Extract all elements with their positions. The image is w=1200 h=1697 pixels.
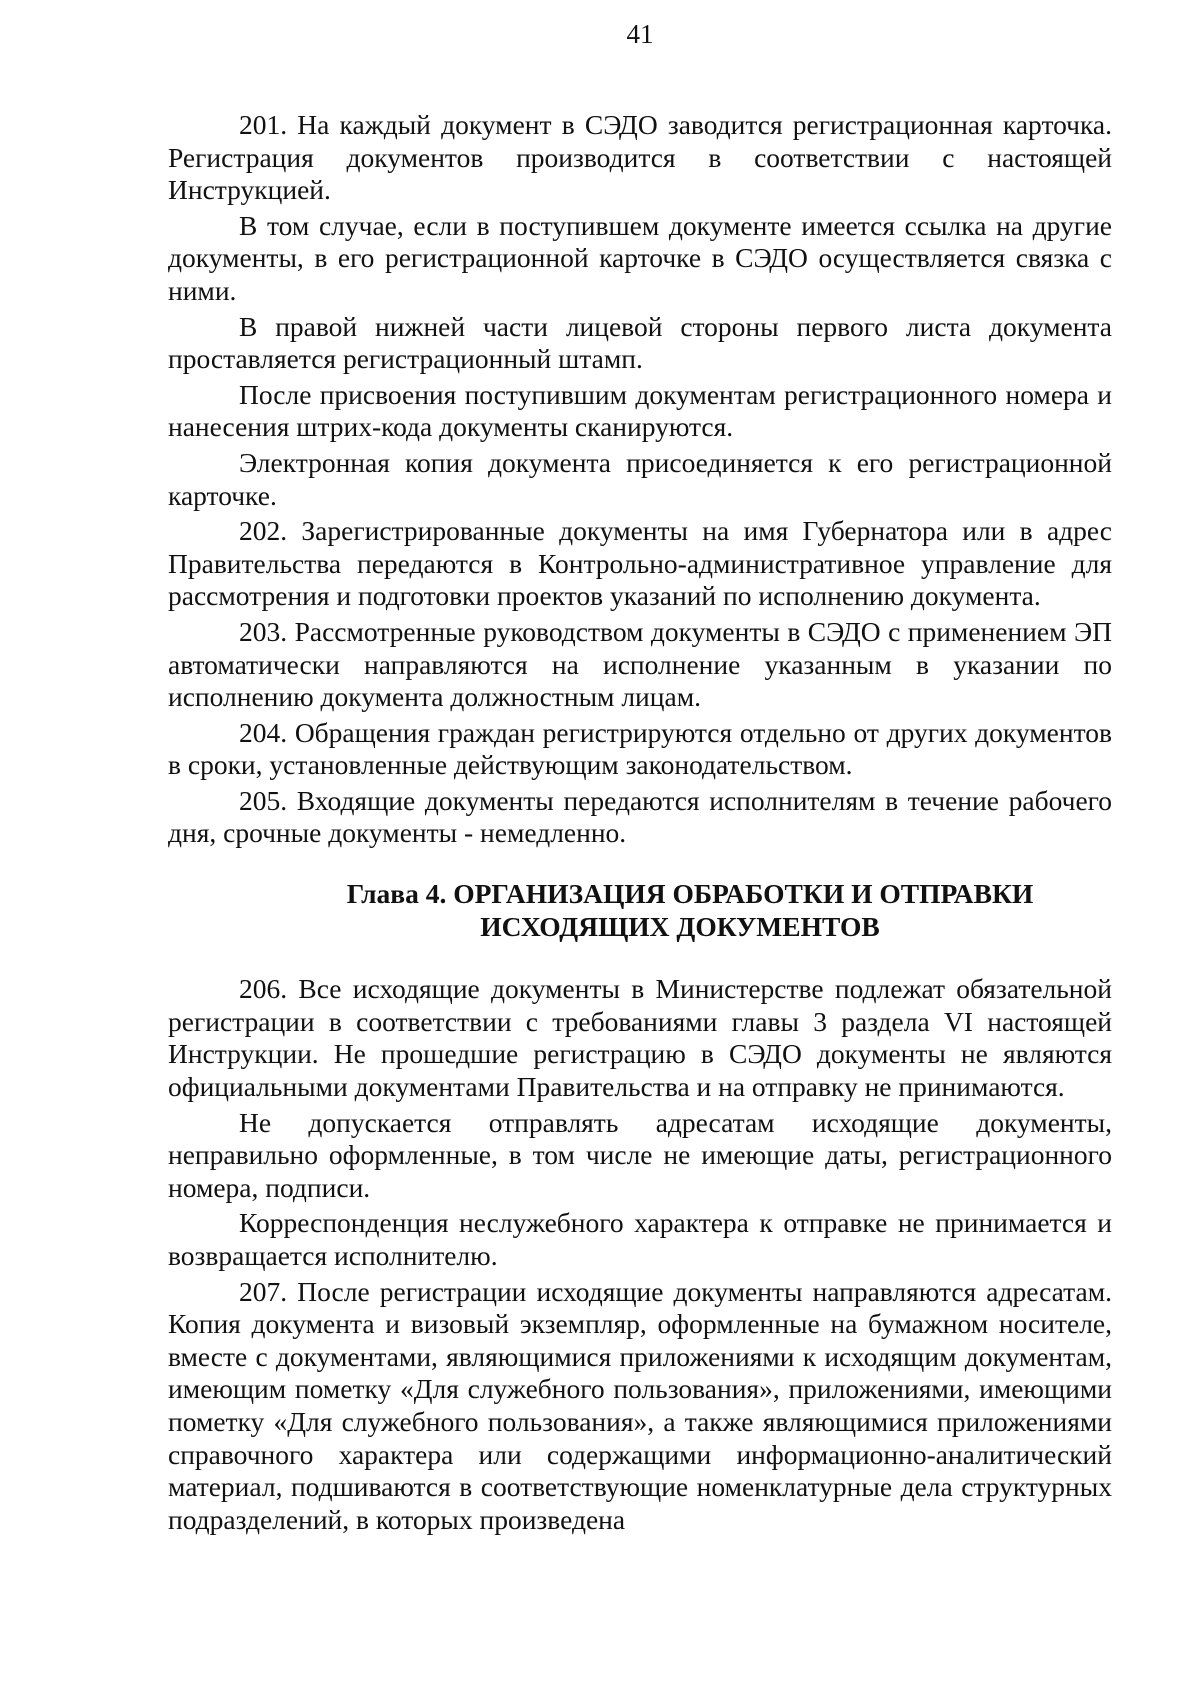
paragraph-201-scanning: После присвоения поступившим документам регистрационного номера и нанесения штрих-кода документы сканируются. [168, 378, 1112, 443]
paragraph-207: 207. После регистрации исходящие документы направляются адресатам. Копия документа и визовый экземпляр, оформленные на бумажном носителе, вместе с документами, являющимися приложениями к исходящим документам, имеющим пометку «Для служебного пользования», приложениями, имеющими пометку «Для служебного пользования», а также являющимися приложениями справочного характера или содержащими информационно-аналитический материал, подшиваются в соответствующие номенклатурные дела структурных подразделений, в которых произведена [168, 1275, 1112, 1535]
paragraph-204: 204. Обращения граждан регистрируются отдельно от других документов в сроки, установленные действующим законодательством. [168, 716, 1112, 781]
paragraph-206-not-allowed: Не допускается отправлять адресатам исходящие документы, неправильно оформленные, в том числе не имеющие даты, регистрационного номера, подписи. [168, 1106, 1112, 1203]
paragraph-201-stamp: В правой нижней части лицевой стороны первого листа документа проставляется регистрационный штамп. [168, 310, 1112, 375]
chapter-heading-line-2: ИСХОДЯЩИХ ДОКУМЕНТОВ [480, 910, 880, 942]
paragraph-202: 202. Зарегистрированные документы на имя Губернатора или в адрес Правительства передаются в Контрольно-административное управление для рассмотрения и подготовки проектов указаний по исполнению документа. [168, 515, 1112, 612]
paragraph-206: 206. Все исходящие документы в Министерстве подлежат обязательной регистрации в соответствии с требованиями главы 3 раздела VI настоящей Инструкции. Не прошедшие регистрацию в СЭДО документы не являются официальными документами Правительства и на отправку не принимаются. [168, 973, 1112, 1103]
page-number: 41 [626, 19, 654, 49]
paragraph-205: 205. Входящие документы передаются исполнителям в течение рабочего дня, срочные документы - немедленно. [168, 784, 1112, 849]
chapter-heading-line-1: Глава 4. ОРГАНИЗАЦИЯ ОБРАБОТКИ И ОТПРАВКИ [346, 878, 1034, 910]
document-body [168, 109, 1112, 1539]
paragraph-203: 203. Рассмотренные руководством документы в СЭДО с применением ЭП автоматически направляются на исполнение указанным в указании по исполнению документа должностным лицам. [168, 615, 1112, 713]
chapter-heading [168, 878, 1112, 943]
paragraph-206-non-official: Корреспонденция неслужебного характера к отправке не принимается и возвращается исполнителю. [168, 1207, 1112, 1271]
paragraph-201-electronic-copy: Электронная копия документа присоединяется к его регистрационной карточке. [168, 446, 1112, 511]
paragraph-201: 201. На каждый документ в СЭДО заводится регистрационная карточка. Регистрация документов производится в соответствии с настоящей Инструкцией. [168, 109, 1112, 206]
paragraph-201-links: В том случае, если в поступившем документе имеется ссылка на другие документы, в его регистрационной карточке в СЭДО осуществляется связка с ними. [168, 209, 1112, 306]
